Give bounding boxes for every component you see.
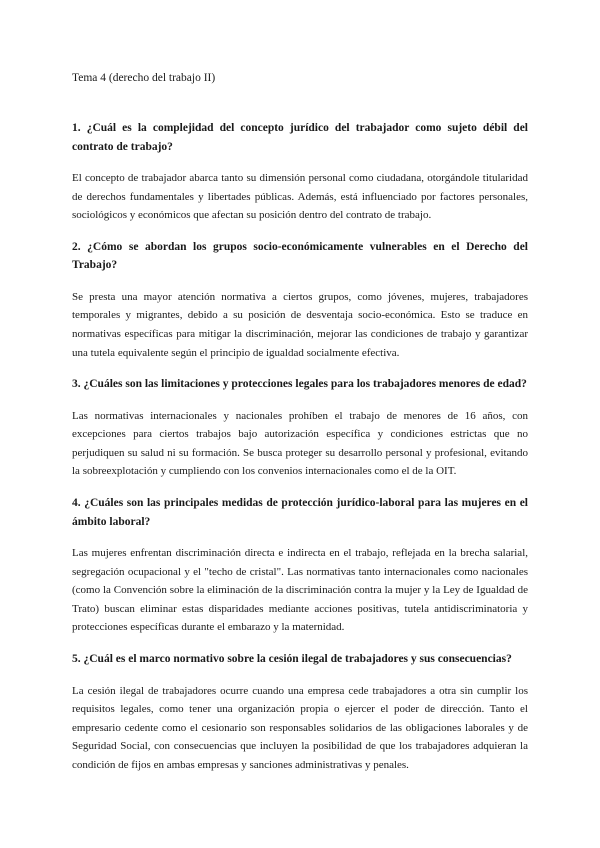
document-title: Tema 4 (derecho del trabajo II) xyxy=(72,72,216,84)
answer-4: Las mujeres enfrentan discriminación directa e indirecta en el trabajo, reflejada en la brecha salarial, segregación ocupacional y el "techo de cristal". Las normativas tanto internacionales como nacionales (como la Convención sobre la eliminación de la discriminación contra la mujer y la Ley de Igualdad de Trato) buscan eliminar estas disparidades mediante acciones positivas, tutela antidiscriminatoria y protecciones específicas durante el embarazo y la maternidad. xyxy=(72,547,528,634)
qa-section-1 xyxy=(72,119,528,225)
qa-section-4 xyxy=(72,494,528,637)
question-3: 3. ¿Cuáles son las limitaciones y protecciones legales para los trabajadores menores de edad? xyxy=(72,378,527,391)
answer-5: La cesión ilegal de trabajadores ocurre cuando una empresa cede trabajadores a otra sin cumplir los requisitos legales, como tener una organización propia o ejercer el poder de dirección. Tanto el empresario cedente como el cesionario son responsables solidarios de las obligaciones laborales y de Seguridad Social, con consecuencias que incluyen la posibilidad de que los trabajadores adquieran la condición de fijos en ambas empresas y sanciones administrativas y penales. xyxy=(72,684,528,771)
question-4: 4. ¿Cuáles son las principales medidas de protección jurídico-laboral para las mujeres en el ámbito laboral? xyxy=(72,497,528,528)
answer-3: Las normativas internacionales y nacionales prohíben el trabajo de menores de 16 años, con excepciones para ciertos trabajos bajo autorización específica y condiciones estrictas que no perjudiquen su salud ni su formación. Se busca proteger su desarrollo personal y profesional, evitando la sobreexplotación y cumpliendo con los convenios internacionales como el de la OIT. xyxy=(72,409,528,478)
qa-section-2 xyxy=(72,238,528,362)
question-5: 5. ¿Cuál es el marco normativo sobre la cesión ilegal de trabajadores y sus consecuencias? xyxy=(72,653,512,665)
answer-2: Se presta una mayor atención normativa a ciertos grupos, como jóvenes, mujeres, trabajadores temporales y migrantes, debido a su posición de desventaja socio-económica. Esto se traduce en normativas específicas para mitigar la discriminación, mejorar las condiciones de trabajo y garantizar una tutela equivalente según el principio de igualdad socialmente efectiva. xyxy=(72,290,528,359)
answer-1: El concepto de trabajador abarca tanto su dimensión personal como ciudadana, otorgándole titularidad de derechos fundamentales y libertades públicas. Además, está influenciado por factores personales, sociológicos y económicos que afectan su posición dentro del contrato de trabajo. xyxy=(72,172,528,222)
question-2: 2. ¿Cómo se abordan los grupos socio-económicamente vulnerables en el Derecho del Trabajo? xyxy=(72,240,528,272)
qa-section-5 xyxy=(72,650,528,774)
document-page xyxy=(72,70,528,787)
qa-section-3 xyxy=(72,375,528,481)
question-1: 1. ¿Cuál es la complejidad del concepto jurídico del trabajador como sujeto débil del contrato de trabajo? xyxy=(72,122,528,153)
